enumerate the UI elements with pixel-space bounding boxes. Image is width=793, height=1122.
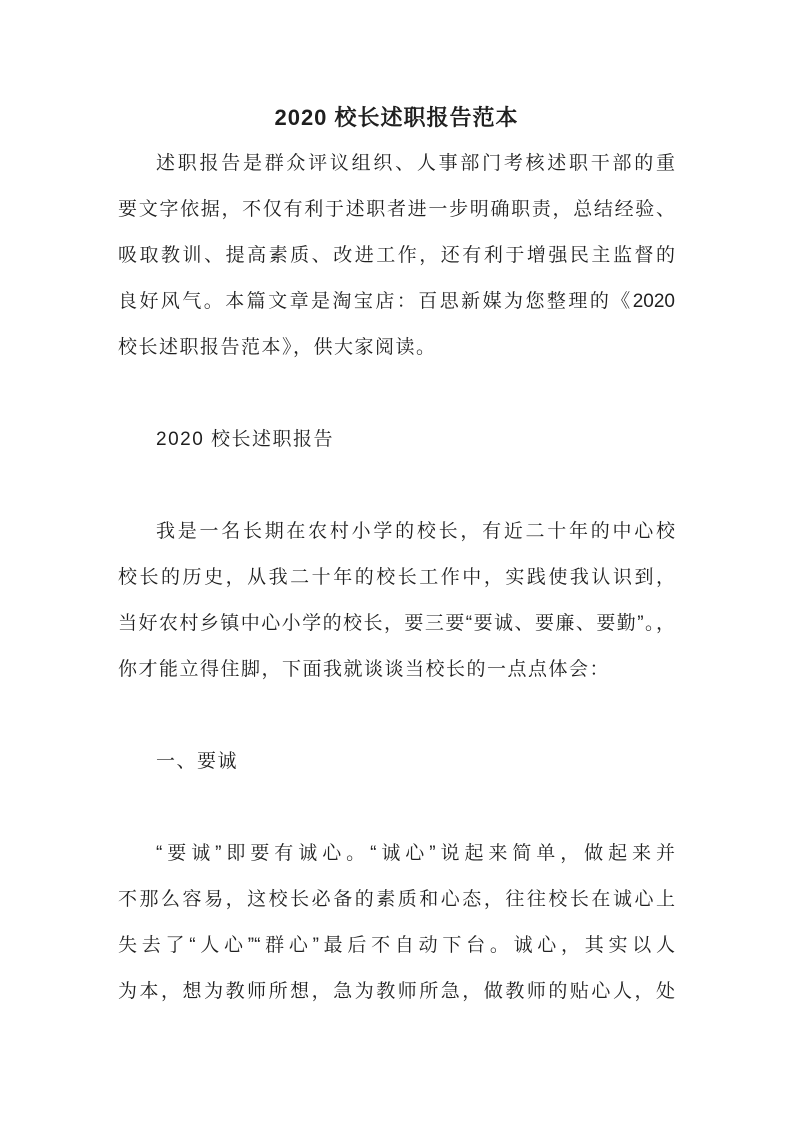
blank-line: [118, 463, 675, 509]
text-line: 述职报告是群众评议组织、人事部门考核述职干部的重: [156, 153, 675, 174]
text-line: 当好农村乡镇中心小学的校长，要三要“要诚、要廉、要勤”。，: [118, 613, 675, 634]
intro-paragraph: [118, 141, 675, 371]
text-line: 你才能立得住脚，下面我就谈谈当校长的一点点体会：: [118, 659, 611, 680]
blank-line: [118, 371, 675, 417]
text-line: “要诚”即要有诚心。“诚心”说起来简单，做起来并: [156, 843, 675, 864]
text-line: 不那么容易，这校长必备的素质和心态，往往校长在诚心上: [118, 889, 675, 910]
body-paragraph-1: [118, 509, 675, 693]
document-title: 2020 校长述职报告范本: [274, 105, 519, 130]
text-line: 要文字依据，不仅有利于述职者进一步明确职责，总结经验、: [118, 199, 675, 220]
text-line: 校长述职报告范本》，供大家阅读。: [118, 337, 437, 358]
text-line: 校长的历史，从我二十年的校长工作中，实践使我认识到，: [118, 567, 675, 588]
document-body: [118, 141, 675, 1015]
text-line: 一、要诚: [156, 751, 239, 772]
text-line: 吸取教训、提高素质、改进工作，还有利于增强民主监督的: [118, 245, 675, 266]
text-line: 失去了“人心”“群心”最后不自动下台。诚心，其实以人: [118, 935, 675, 956]
section-heading-1: [118, 739, 675, 785]
text-line: 为本，想为教师所想，急为教师所急，做教师的贴心人，处: [118, 981, 675, 1002]
body-paragraph-2: [118, 831, 675, 1015]
report-subtitle: [118, 417, 675, 463]
text-line: 我是一名长期在农村小学的校长，有近二十年的中心校: [156, 521, 675, 542]
blank-line: [118, 785, 675, 831]
blank-line: [118, 693, 675, 739]
text-line: 2020 校长述职报告: [156, 429, 335, 450]
text-line: 良好风气。本篇文章是淘宝店：百思新媒为您整理的《2020: [118, 291, 675, 312]
